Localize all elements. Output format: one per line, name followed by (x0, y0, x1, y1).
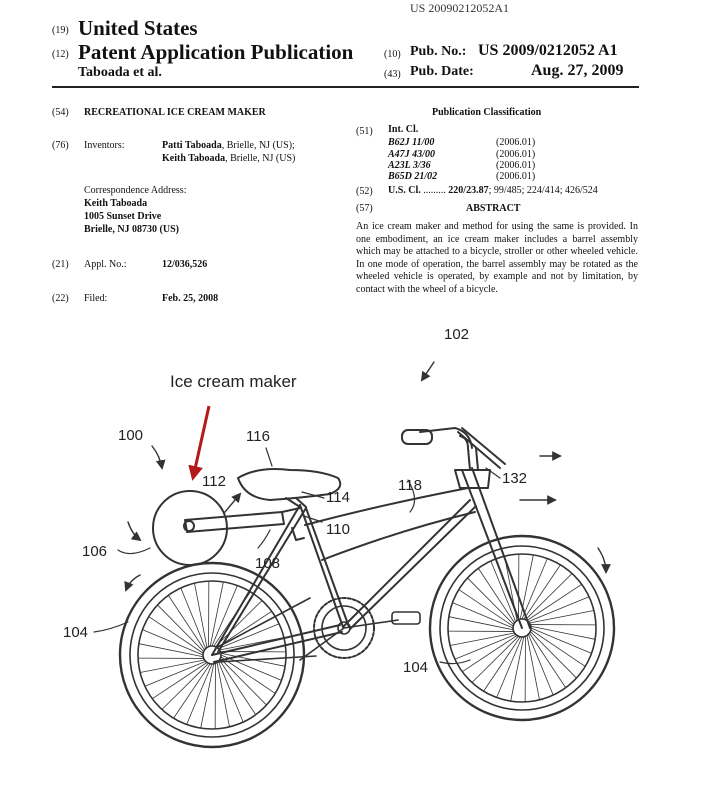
class-year: (2006.01) (496, 149, 536, 160)
motion-arrows (126, 362, 606, 590)
ice-cream-maker-annotation: Ice cream maker (170, 372, 297, 391)
seat (238, 469, 340, 507)
publication-type-title: Patent Application Publication (78, 40, 354, 64)
pub-no-code: (10) (384, 49, 401, 60)
ref-label-118: 118 (398, 477, 422, 494)
class-code: B65D 21/02 (388, 171, 438, 182)
us-cl-main: 220/23.87 (448, 185, 489, 196)
class-year: (2006.01) (496, 160, 536, 171)
correspondence-city: Brielle, NJ 08730 (US) (84, 224, 179, 235)
wheel-spoke (530, 631, 576, 678)
pub-date-label: Pub. Date: (410, 64, 474, 79)
wheel-spoke (455, 634, 516, 659)
ref-label-132: 132 (502, 470, 528, 487)
leader-lines (94, 448, 500, 664)
pub-date-value: Aug. 27, 2009 (531, 62, 624, 79)
pub-no-value: US 2009/0212052 A1 (478, 42, 618, 59)
inventor-2-name: Keith Taboada (162, 153, 226, 164)
ice-cream-barrel (153, 491, 304, 565)
pub-no-label: Pub. No.: (410, 44, 467, 59)
wheel-spoke (139, 644, 203, 657)
int-cl-label: Int. Cl. (388, 124, 419, 135)
appl-code: (21) (52, 259, 69, 270)
country-code: (19) (52, 25, 69, 36)
us-cl-rest: ; 99/485; 224/414; 426/524 (488, 185, 598, 196)
wheel-spoke (162, 663, 209, 709)
appl-number: 12/036,526 (162, 259, 208, 270)
filed-code: (22) (52, 293, 69, 304)
wheel-spoke (218, 661, 243, 722)
inventors-code: (76) (52, 140, 69, 151)
type-code: (12) (52, 49, 69, 60)
handlebars (402, 428, 505, 468)
wheel-spoke (467, 578, 513, 625)
top-publication-number: US 20090212052A1 (410, 1, 510, 15)
ref-label-114: 114 (326, 489, 350, 506)
wheel-spoke (491, 561, 516, 622)
ref-label-116: 116 (246, 428, 270, 445)
wheel-spoke (181, 588, 206, 649)
class-code: B62J 11/00 (388, 137, 435, 148)
invention-title: RECREATIONAL ICE CREAM MAKER (84, 107, 266, 118)
ref-label-104-front: 104 (403, 659, 429, 676)
wheel-spoke (511, 637, 524, 701)
class-code: A23L 3/36 (388, 160, 431, 171)
wheel-spoke (210, 582, 223, 646)
ref-label-112: 112 (202, 473, 226, 490)
us-cl-code: (52) (356, 186, 373, 197)
class-year: (2006.01) (496, 171, 536, 182)
wheel-spoke (145, 661, 206, 686)
pub-date-code: (43) (384, 69, 401, 80)
wheel-spoke (201, 664, 214, 728)
wheel-spoke (528, 634, 553, 695)
correspondence-street: 1005 Sunset Drive (84, 211, 162, 222)
us-cl-dots: ......... (423, 185, 446, 196)
wheel-spoke (472, 636, 519, 682)
ref-label-100: 100 (118, 427, 144, 444)
title-code: (54) (52, 107, 69, 118)
inventor-1-name: Patti Taboada (162, 140, 222, 151)
wheel-spoke (220, 658, 266, 705)
wheel-spoke (449, 617, 513, 630)
correspondence-name: Keith Taboada (84, 198, 148, 209)
inventors-label: Inventors: (84, 140, 125, 151)
ref-label-106: 106 (82, 543, 108, 560)
correspondence-label: Correspondence Address: (84, 185, 187, 196)
ref-label-102: 102 (444, 326, 470, 343)
abstract-text: An ice cream maker and method for using the same is provided. In one embodiment, an ice cream maker includes a barrel assembly which may be attached to a bicycle, stroller or other wheeled vehicle. In one mode of operation, the barrel assembly may be rotated as the wheeled vehicle is operated, by example and not by limitation, by contact with the wheel of a bicycle. (356, 221, 638, 295)
appl-label: Appl. No.: (84, 259, 127, 270)
annotation-arrow (193, 406, 209, 478)
filed-date: Feb. 25, 2008 (162, 293, 219, 304)
inventor-2-location: , Brielle, NJ (US) (225, 153, 296, 164)
ref-label-104-rear: 104 (63, 624, 89, 641)
us-cl-label: U.S. Cl. (388, 185, 421, 196)
ref-label-108: 108 (255, 555, 281, 572)
publication-classification-title: Publication Classification (432, 107, 542, 118)
wheel-spoke (525, 573, 572, 619)
class-year: (2006.01) (496, 137, 536, 148)
filed-label: Filed: (84, 293, 108, 304)
abstract-code: (57) (356, 203, 373, 214)
ref-label-110: 110 (326, 521, 350, 538)
wheel-spoke (531, 626, 595, 639)
abstract-title: ABSTRACT (466, 203, 521, 214)
wheel-spoke (215, 600, 262, 646)
class-code: A47J 43/00 (388, 149, 435, 160)
int-cl-code: (51) (356, 126, 373, 137)
wheel-spoke (528, 597, 589, 622)
wheel-spoke (520, 555, 533, 619)
authors: Taboada et al. (78, 65, 162, 80)
inventor-1-location: , Brielle, NJ (US); (221, 140, 295, 151)
wheel-spoke (157, 605, 203, 652)
country-title: United States (78, 16, 198, 40)
